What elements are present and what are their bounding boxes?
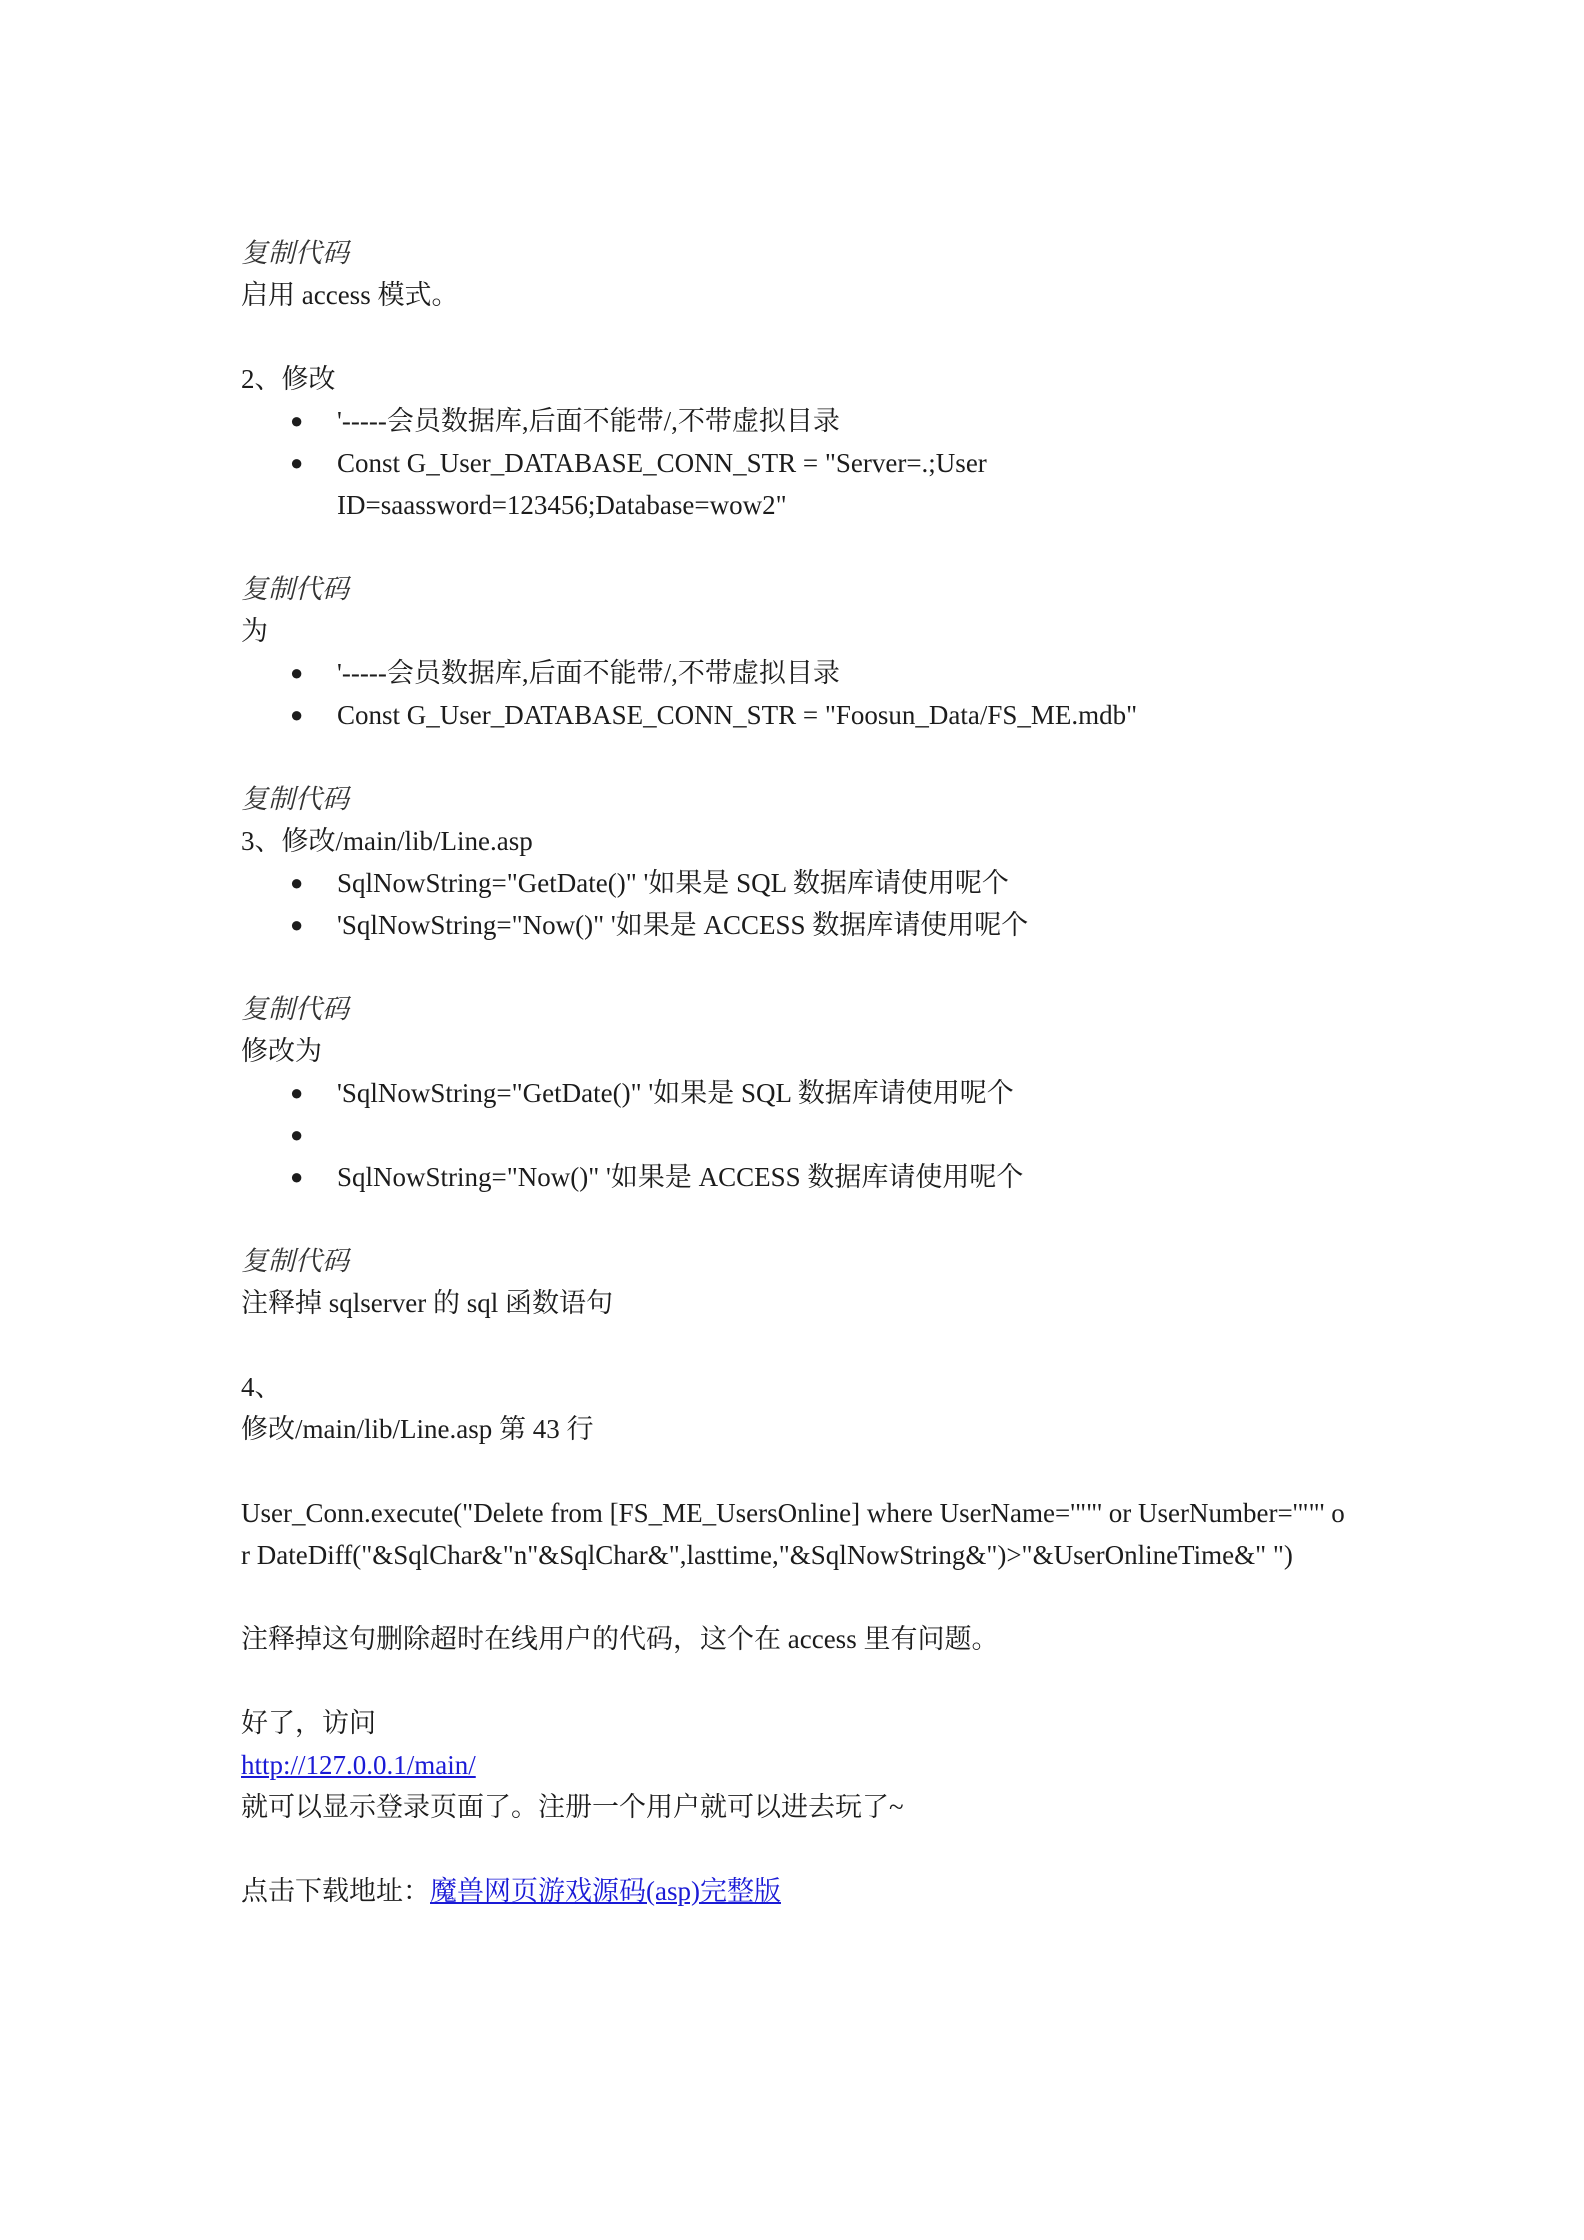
bullet-icon: ● (290, 1080, 304, 1105)
list-item: ● '-----会员数据库,后面不能带/,不带虚拟目录 (241, 400, 1361, 442)
step-3-heading: 3、修改/main/lib/Line.asp (241, 826, 533, 856)
list-item: ● 'SqlNowString="GetDate()" '如果是 SQL 数据库请使用呢个 (241, 1072, 1361, 1114)
visit-intro: 好了，访问 (241, 1708, 376, 1738)
spacer (241, 736, 1361, 778)
copy-code-label[interactable]: 复制代码 (241, 574, 349, 604)
spacer (241, 1576, 1361, 1618)
bullet-icon: ● (290, 870, 304, 895)
copy-code-label[interactable]: 复制代码 (241, 994, 349, 1024)
step-4-note: 注释掉这句删除超时在线用户的代码，这个在 access 里有问题。 (241, 1624, 999, 1654)
visit-url-line (241, 1744, 1361, 1786)
step-2-new-code (241, 652, 1361, 736)
list-item: ● SqlNowString="Now()" '如果是 ACCESS 数据库请使用呢个 (241, 1156, 1361, 1198)
local-url-link[interactable]: http://127.0.0.1/main/ (241, 1750, 476, 1780)
download-line (241, 1870, 1361, 1912)
spacer (241, 1324, 1361, 1366)
bullet-icon: ● (290, 702, 304, 727)
list-item: ● Const G_User_DATABASE_CONN_STR = "Foosun_Data/FS_ME.mdb" (241, 694, 1361, 736)
spacer (241, 946, 1361, 988)
bullet-icon: ● (290, 912, 304, 937)
step-3-new-code (241, 1072, 1361, 1198)
list-item: ● '-----会员数据库,后面不能带/,不带虚拟目录 (241, 652, 1361, 694)
step-4-line: 修改/main/lib/Line.asp 第 43 行 (241, 1414, 594, 1444)
step-2-original-code (241, 400, 1361, 526)
list-item (241, 1114, 1361, 1156)
copy-code-label[interactable]: 复制代码 (241, 784, 349, 814)
access-mode-text: 启用 access 模式。 (241, 280, 459, 310)
copy-code-label[interactable]: 复制代码 (241, 1246, 349, 1276)
document-page (241, 232, 1361, 1912)
visit-after: 就可以显示登录页面了。注册一个用户就可以进去玩了~ (241, 1792, 904, 1822)
bullet-icon: ● (290, 1122, 304, 1147)
spacer (241, 526, 1361, 568)
download-link[interactable]: 魔兽网页游戏源码(asp)完整版 (430, 1876, 781, 1906)
list-item: ● 'SqlNowString="Now()" '如果是 ACCESS 数据库请使用呢个 (241, 904, 1361, 946)
spacer (241, 1450, 1361, 1492)
step-4-code: User_Conn.execute("Delete from [FS_ME_UsersOnline] where UserName='""' or UserNumber='""' or DateDiff("&SqlChar&"n"&SqlChar&",lasttime,"&SqlNowString&")>"&UserOnlineTime&" ") (241, 1498, 1345, 1570)
copy-code-label[interactable]: 复制代码 (241, 238, 349, 268)
spacer (241, 316, 1361, 358)
download-label: 点击下载地址： (241, 1876, 430, 1906)
list-item: ● Const G_User_DATABASE_CONN_STR = "Server=.;User ID=saassword=123456;Database=wow2" (241, 442, 1347, 526)
bullet-icon: ● (290, 660, 304, 685)
step-2-heading: 2、修改 (241, 364, 336, 394)
spacer (241, 1660, 1361, 1702)
step-3-note: 注释掉 sqlserver 的 sql 函数语句 (241, 1288, 613, 1318)
bullet-icon: ● (290, 1164, 304, 1189)
bullet-icon: ● (290, 450, 304, 475)
step-3-original-code (241, 862, 1361, 946)
step-2-to-label: 为 (241, 616, 268, 646)
spacer (241, 1198, 1361, 1240)
step-3-modify-label: 修改为 (241, 1036, 322, 1066)
bullet-icon: ● (290, 408, 304, 433)
list-item: ● SqlNowString="GetDate()" '如果是 SQL 数据库请使用呢个 (241, 862, 1361, 904)
spacer (241, 1828, 1361, 1870)
step-4-heading: 4、 (241, 1372, 282, 1402)
